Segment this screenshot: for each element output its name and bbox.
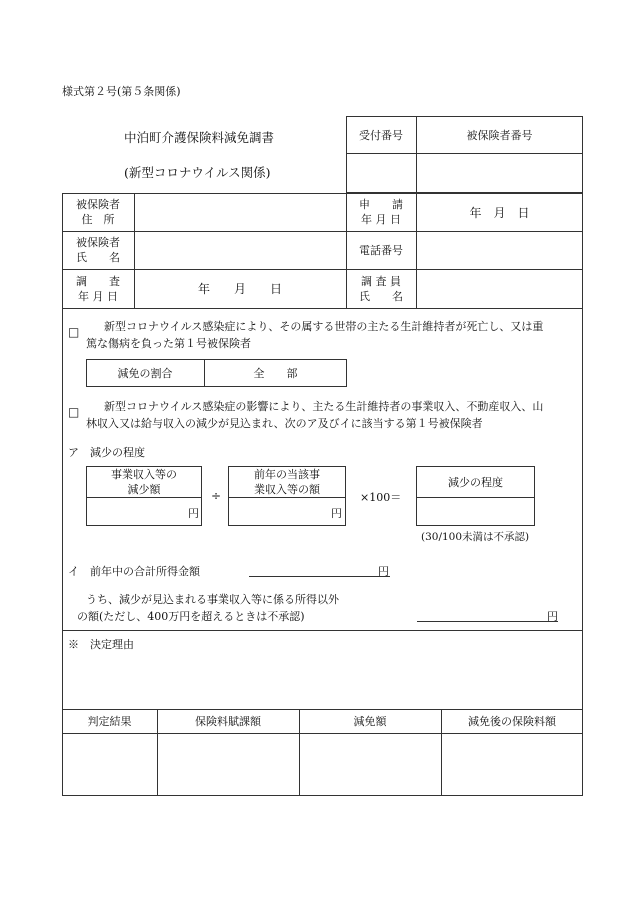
form-number: 様式第２号(第５条関係) bbox=[62, 85, 181, 98]
insured-number-field[interactable] bbox=[417, 154, 582, 192]
decrease-amount-label: 事業収入等の 減少額 bbox=[111, 467, 177, 496]
insured-name-field[interactable] bbox=[135, 232, 345, 268]
result-premium-assessed-field[interactable] bbox=[158, 734, 298, 795]
decision-reason-label: ※ 決定理由 bbox=[68, 638, 134, 651]
other-income-unit: 円 bbox=[547, 610, 558, 623]
surveyor-name-field[interactable] bbox=[417, 270, 582, 307]
times-100-sign: ×100＝ bbox=[360, 491, 402, 504]
part-i-text-line1: うち、減少が見込まれる事業収入等に係る所得以外 bbox=[86, 593, 339, 606]
survey-date-label: 調 査 年 月 日 bbox=[76, 274, 120, 303]
section2-text-line2: 林収入又は給与収入の減少が見込まれ、次のア及びイに該当する第１号被保険者 bbox=[86, 417, 483, 430]
surveyor-name-label: 調 査 員 氏 名 bbox=[359, 274, 403, 303]
reduction-ratio-value: 全 部 bbox=[253, 367, 298, 380]
total-income-underline[interactable] bbox=[249, 576, 390, 577]
result-header-judgment: 判定結果 bbox=[87, 715, 132, 728]
insured-name-label: 被保険者 氏 名 bbox=[76, 236, 120, 264]
reception-number-field[interactable] bbox=[347, 154, 415, 192]
decision-reason-field[interactable] bbox=[63, 652, 582, 708]
section1-checkbox[interactable]: □ bbox=[68, 325, 80, 339]
total-income-unit: 円 bbox=[378, 565, 389, 578]
insured-address-label: 被保険者 住 所 bbox=[76, 198, 120, 226]
part-i-heading: イ 前年中の合計所得金額 bbox=[68, 565, 200, 578]
phone-number-field[interactable] bbox=[417, 232, 582, 268]
form-title: 中泊町介護保険料減免調書 bbox=[124, 130, 275, 145]
result-header-premium-after: 減免後の保険料額 bbox=[468, 715, 556, 728]
survey-date-field[interactable]: 年 月 日 bbox=[197, 282, 282, 296]
decrease-degree-note: (30/100未満は不承認) bbox=[421, 531, 530, 543]
result-premium-after-field[interactable] bbox=[442, 734, 582, 795]
insured-address-field[interactable] bbox=[135, 194, 345, 230]
section2-checkbox[interactable]: □ bbox=[68, 405, 80, 419]
other-income-underline[interactable] bbox=[417, 621, 558, 622]
decrease-amount-field[interactable] bbox=[87, 498, 187, 525]
reduction-ratio-label: 減免の割合 bbox=[117, 367, 173, 380]
decrease-degree-label: 減少の程度 bbox=[448, 475, 503, 489]
application-date-label: 申 請 年 月 日 bbox=[359, 198, 403, 226]
phone-number-label: 電話番号 bbox=[359, 244, 403, 257]
section1-text-line2: 篤な傷病を負った第１号被保険者 bbox=[86, 337, 251, 350]
result-header-premium-assessed: 保険料賦課額 bbox=[195, 715, 261, 728]
previous-year-income-unit: 円 bbox=[331, 507, 342, 520]
application-date-field[interactable]: 年 月 日 bbox=[469, 205, 530, 220]
result-judgment-field[interactable] bbox=[63, 734, 156, 795]
previous-year-income-label: 前年の当該事 業収入等の額 bbox=[254, 467, 320, 496]
part-a-heading: ア 減少の程度 bbox=[68, 446, 145, 459]
decrease-degree-field[interactable] bbox=[417, 498, 534, 525]
divide-sign: ÷ bbox=[211, 489, 222, 503]
form-subtitle: (新型コロナウイルス関係) bbox=[124, 165, 271, 180]
result-reduction-amount-field[interactable] bbox=[300, 734, 440, 795]
reception-number-label: 受付番号 bbox=[359, 128, 403, 142]
decrease-amount-unit: 円 bbox=[188, 507, 199, 520]
section2-text-line1: 新型コロナウイルス感染症の影響により、主たる生計維持者の事業収入、不動産収入、山 bbox=[104, 400, 544, 413]
previous-year-income-field[interactable] bbox=[229, 498, 329, 525]
section1-text-line1: 新型コロナウイルス感染症により、その属する世帯の主たる生計維持者が死亡し、又は重 bbox=[104, 320, 544, 333]
result-header-reduction-amount: 減免額 bbox=[353, 715, 387, 728]
insured-number-label: 被保険者番号 bbox=[466, 128, 533, 142]
part-i-text-line2: の額(ただし、400万円を超えるときは不承認) bbox=[77, 610, 305, 623]
